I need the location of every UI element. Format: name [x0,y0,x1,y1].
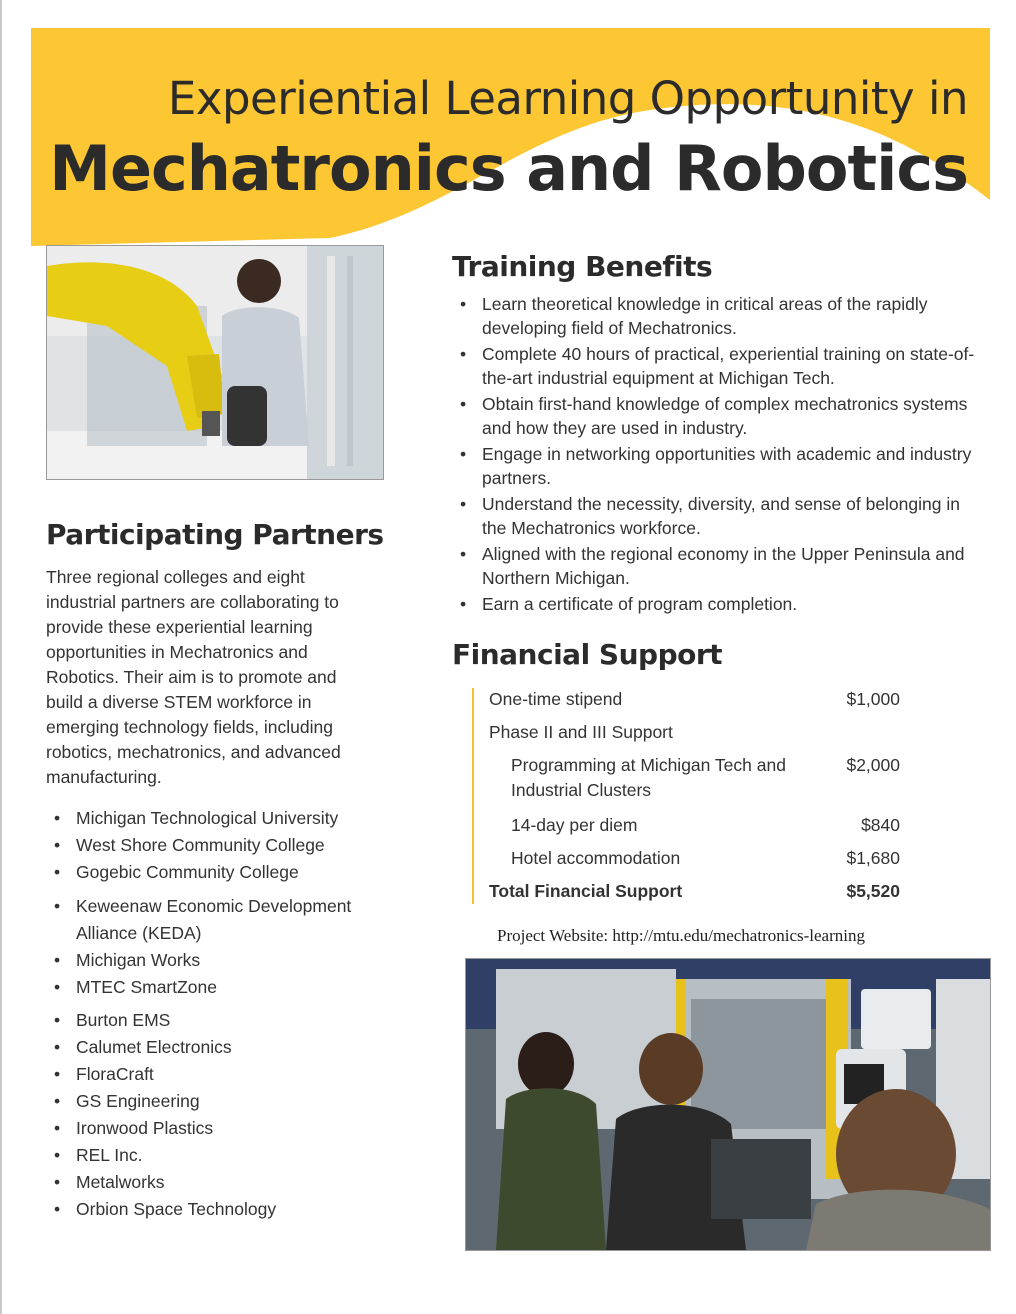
training-benefits-heading: Training Benefits [452,250,713,283]
programming-amount: $2,000 [846,755,900,775]
list-item: • GS Engineering [46,1088,386,1115]
stipend-label: One-time stipend [489,689,623,709]
robot-arm-photo [46,245,384,480]
list-item: • Burton EMS [46,1007,386,1034]
list-item: • Orbion Space Technology [46,1196,386,1223]
financial-support-heading: Financial Support [452,638,723,671]
hotel-label: Hotel accommodation [511,848,681,868]
participating-partners-heading: Participating Partners [46,518,384,551]
companies-list [46,1007,386,1223]
per-diem-label: 14-day per diem [511,815,638,835]
list-item: • Earn a certificate of program completion. [452,593,982,617]
list-item: • Ironwood Plastics [46,1115,386,1142]
title-line-2: Mechatronics and Robotics [49,132,968,205]
total-amount: $5,520 [846,881,900,901]
project-website[interactable]: Project Website: http://mtu.edu/mechatronics-learning [497,926,865,945]
list-item: • Complete 40 hours of practical, experiential training on state-of-the-art industrial equipment at Michigan Tech. [452,343,982,390]
list-item: • Learn theoretical knowledge in critical areas of the rapidly developing field of Mechatronics. [452,293,982,340]
training-benefits-list [452,293,982,620]
programming-label: Programming at Michigan Tech and Industrial Clusters [511,755,786,800]
financial-accent-bar [472,688,474,904]
list-item: • Obtain first-hand knowledge of complex mechatronics systems and how they are used in industry. [452,393,982,440]
list-item: • Metalworks [46,1169,386,1196]
list-item: • Aligned with the regional economy in the Upper Peninsula and Northern Michigan. [452,543,982,590]
list-item: • Engage in networking opportunities with academic and industry partners. [452,443,982,490]
header-banner [0,0,1016,260]
colleges-list [46,805,386,886]
list-item: • Michigan Technological University [46,805,386,832]
total-label: Total Financial Support [489,881,683,901]
list-item: • Michigan Works [46,947,386,974]
list-item: • MTEC SmartZone [46,974,386,1001]
partners-intro: Three regional colleges and eight industrial partners are collaborating to provide these experiential learning opportunities in Mechatronics and Robotics. Their aim is to promote and build a diverse STEM workforce in emerging technology fields, including robotics, mechatronics, and advanced manufacturing. [46,567,341,787]
per-diem-amount: $840 [861,815,900,835]
title-line-1: Experiential Learning Opportunity in [167,72,968,125]
students-equipment-photo [465,958,991,1251]
list-item: • REL Inc. [46,1142,386,1169]
phase-support-label: Phase II and III Support [489,722,673,742]
stipend-amount: $1,000 [846,689,900,709]
list-item: • Gogebic Community College [46,859,386,886]
agencies-list [46,893,386,1001]
list-item: • Keweenaw Economic Development Alliance (KEDA) [46,893,386,947]
list-item: • Calumet Electronics [46,1034,386,1061]
list-item: • FloraCraft [46,1061,386,1088]
list-item: • West Shore Community College [46,832,386,859]
list-item: • Understand the necessity, diversity, and sense of belonging in the Mechatronics workforce. [452,493,982,540]
hotel-amount: $1,680 [846,848,900,868]
